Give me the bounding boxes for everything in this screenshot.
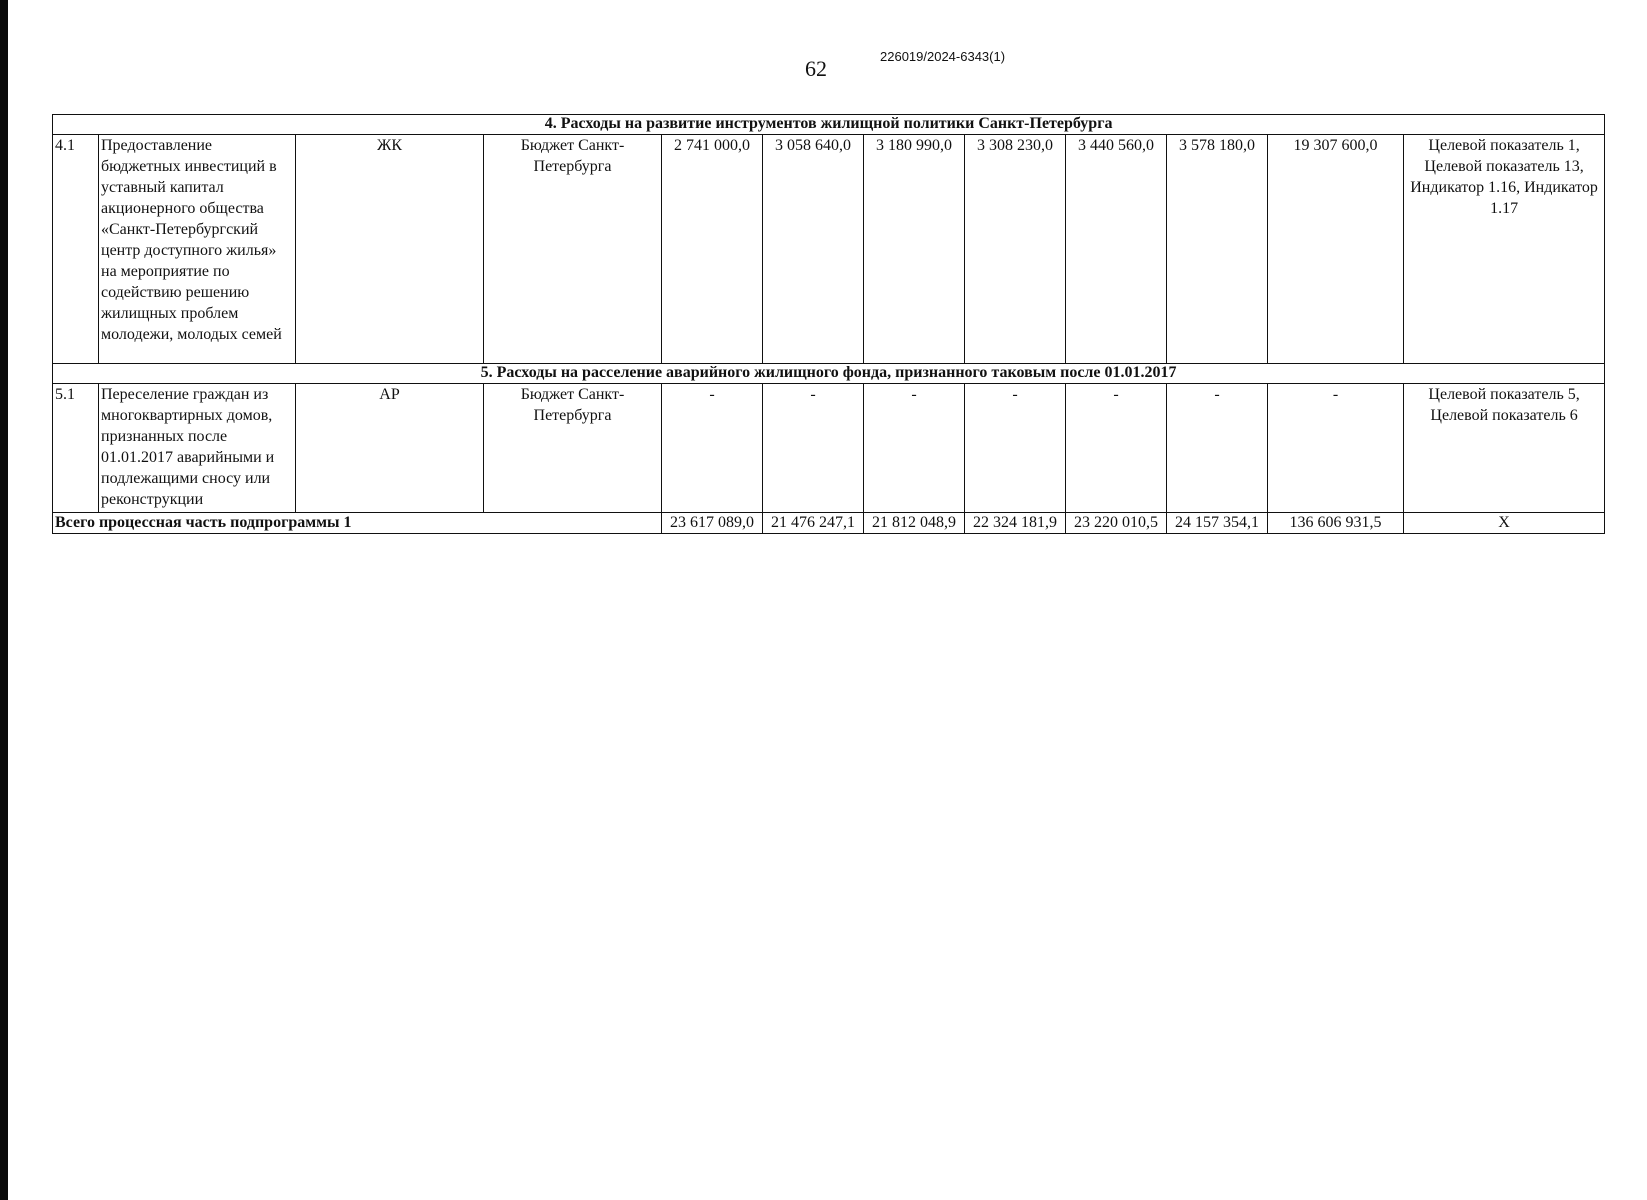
row-value: 3 308 230,0 xyxy=(965,135,1066,364)
row-name: Предоставление бюджетных инвестиций в уставный капитал акционерного общества «Санкт-Петербургский центр доступного жилья» на мероприятие по содействию решению жилищных проблем молодежи, молодых семей xyxy=(99,135,296,364)
page-number: 62 xyxy=(805,56,827,81)
section-header-row xyxy=(53,364,1605,384)
section-title: 5. Расходы на расселение аварийного жилищного фонда, признанного таковым после 01.01.2017 xyxy=(53,364,1605,384)
totals-label: Всего процессная часть подпрограммы 1 xyxy=(53,513,662,534)
totals-value: 23 617 089,0 xyxy=(662,513,763,534)
totals-value: 23 220 010,5 xyxy=(1066,513,1167,534)
row-value: 3 440 560,0 xyxy=(1066,135,1167,364)
document-reference: 226019/2024-6343(1) xyxy=(880,49,1006,64)
totals-row xyxy=(53,513,1605,534)
row-value: 3 058 640,0 xyxy=(763,135,864,364)
totals-grand-total: 136 606 931,5 xyxy=(1268,513,1404,534)
row-number: 5.1 xyxy=(53,384,99,513)
totals-value: 24 157 354,1 xyxy=(1167,513,1268,534)
row-executor: АР xyxy=(296,384,484,513)
totals-value: 21 476 247,1 xyxy=(763,513,864,534)
row-value: 3 180 990,0 xyxy=(864,135,965,364)
section-header-row xyxy=(53,115,1605,135)
row-name: Переселение граждан из многоквартирных домов, признанных после 01.01.2017 аварийными и подлежащими сносу или реконструкции xyxy=(99,384,296,513)
row-value: - xyxy=(1066,384,1167,513)
row-value: 3 578 180,0 xyxy=(1167,135,1268,364)
row-total: - xyxy=(1268,384,1404,513)
row-total: 19 307 600,0 xyxy=(1268,135,1404,364)
row-funding-source: Бюджет Санкт-Петербурга xyxy=(484,135,662,364)
scan-edge xyxy=(0,0,8,1200)
table-row xyxy=(53,135,1605,364)
row-executor: ЖК xyxy=(296,135,484,364)
row-value: - xyxy=(763,384,864,513)
row-number: 4.1 xyxy=(53,135,99,364)
totals-value: 21 812 048,9 xyxy=(864,513,965,534)
section-title: 4. Расходы на развитие инструментов жилищной политики Санкт-Петербурга xyxy=(53,115,1605,135)
row-value: 2 741 000,0 xyxy=(662,135,763,364)
row-indicators: Целевой показатель 5, Целевой показатель 6 xyxy=(1404,384,1605,513)
row-value: - xyxy=(864,384,965,513)
row-indicators: Целевой показатель 1, Целевой показатель 13, Индикатор 1.16, Индикатор 1.17 xyxy=(1404,135,1605,364)
row-value: - xyxy=(662,384,763,513)
row-value: - xyxy=(965,384,1066,513)
table-row xyxy=(53,384,1605,513)
row-funding-source: Бюджет Санкт-Петербурга xyxy=(484,384,662,513)
totals-indicators: X xyxy=(1404,513,1605,534)
row-value: - xyxy=(1167,384,1268,513)
budget-table xyxy=(52,114,1605,534)
totals-value: 22 324 181,9 xyxy=(965,513,1066,534)
